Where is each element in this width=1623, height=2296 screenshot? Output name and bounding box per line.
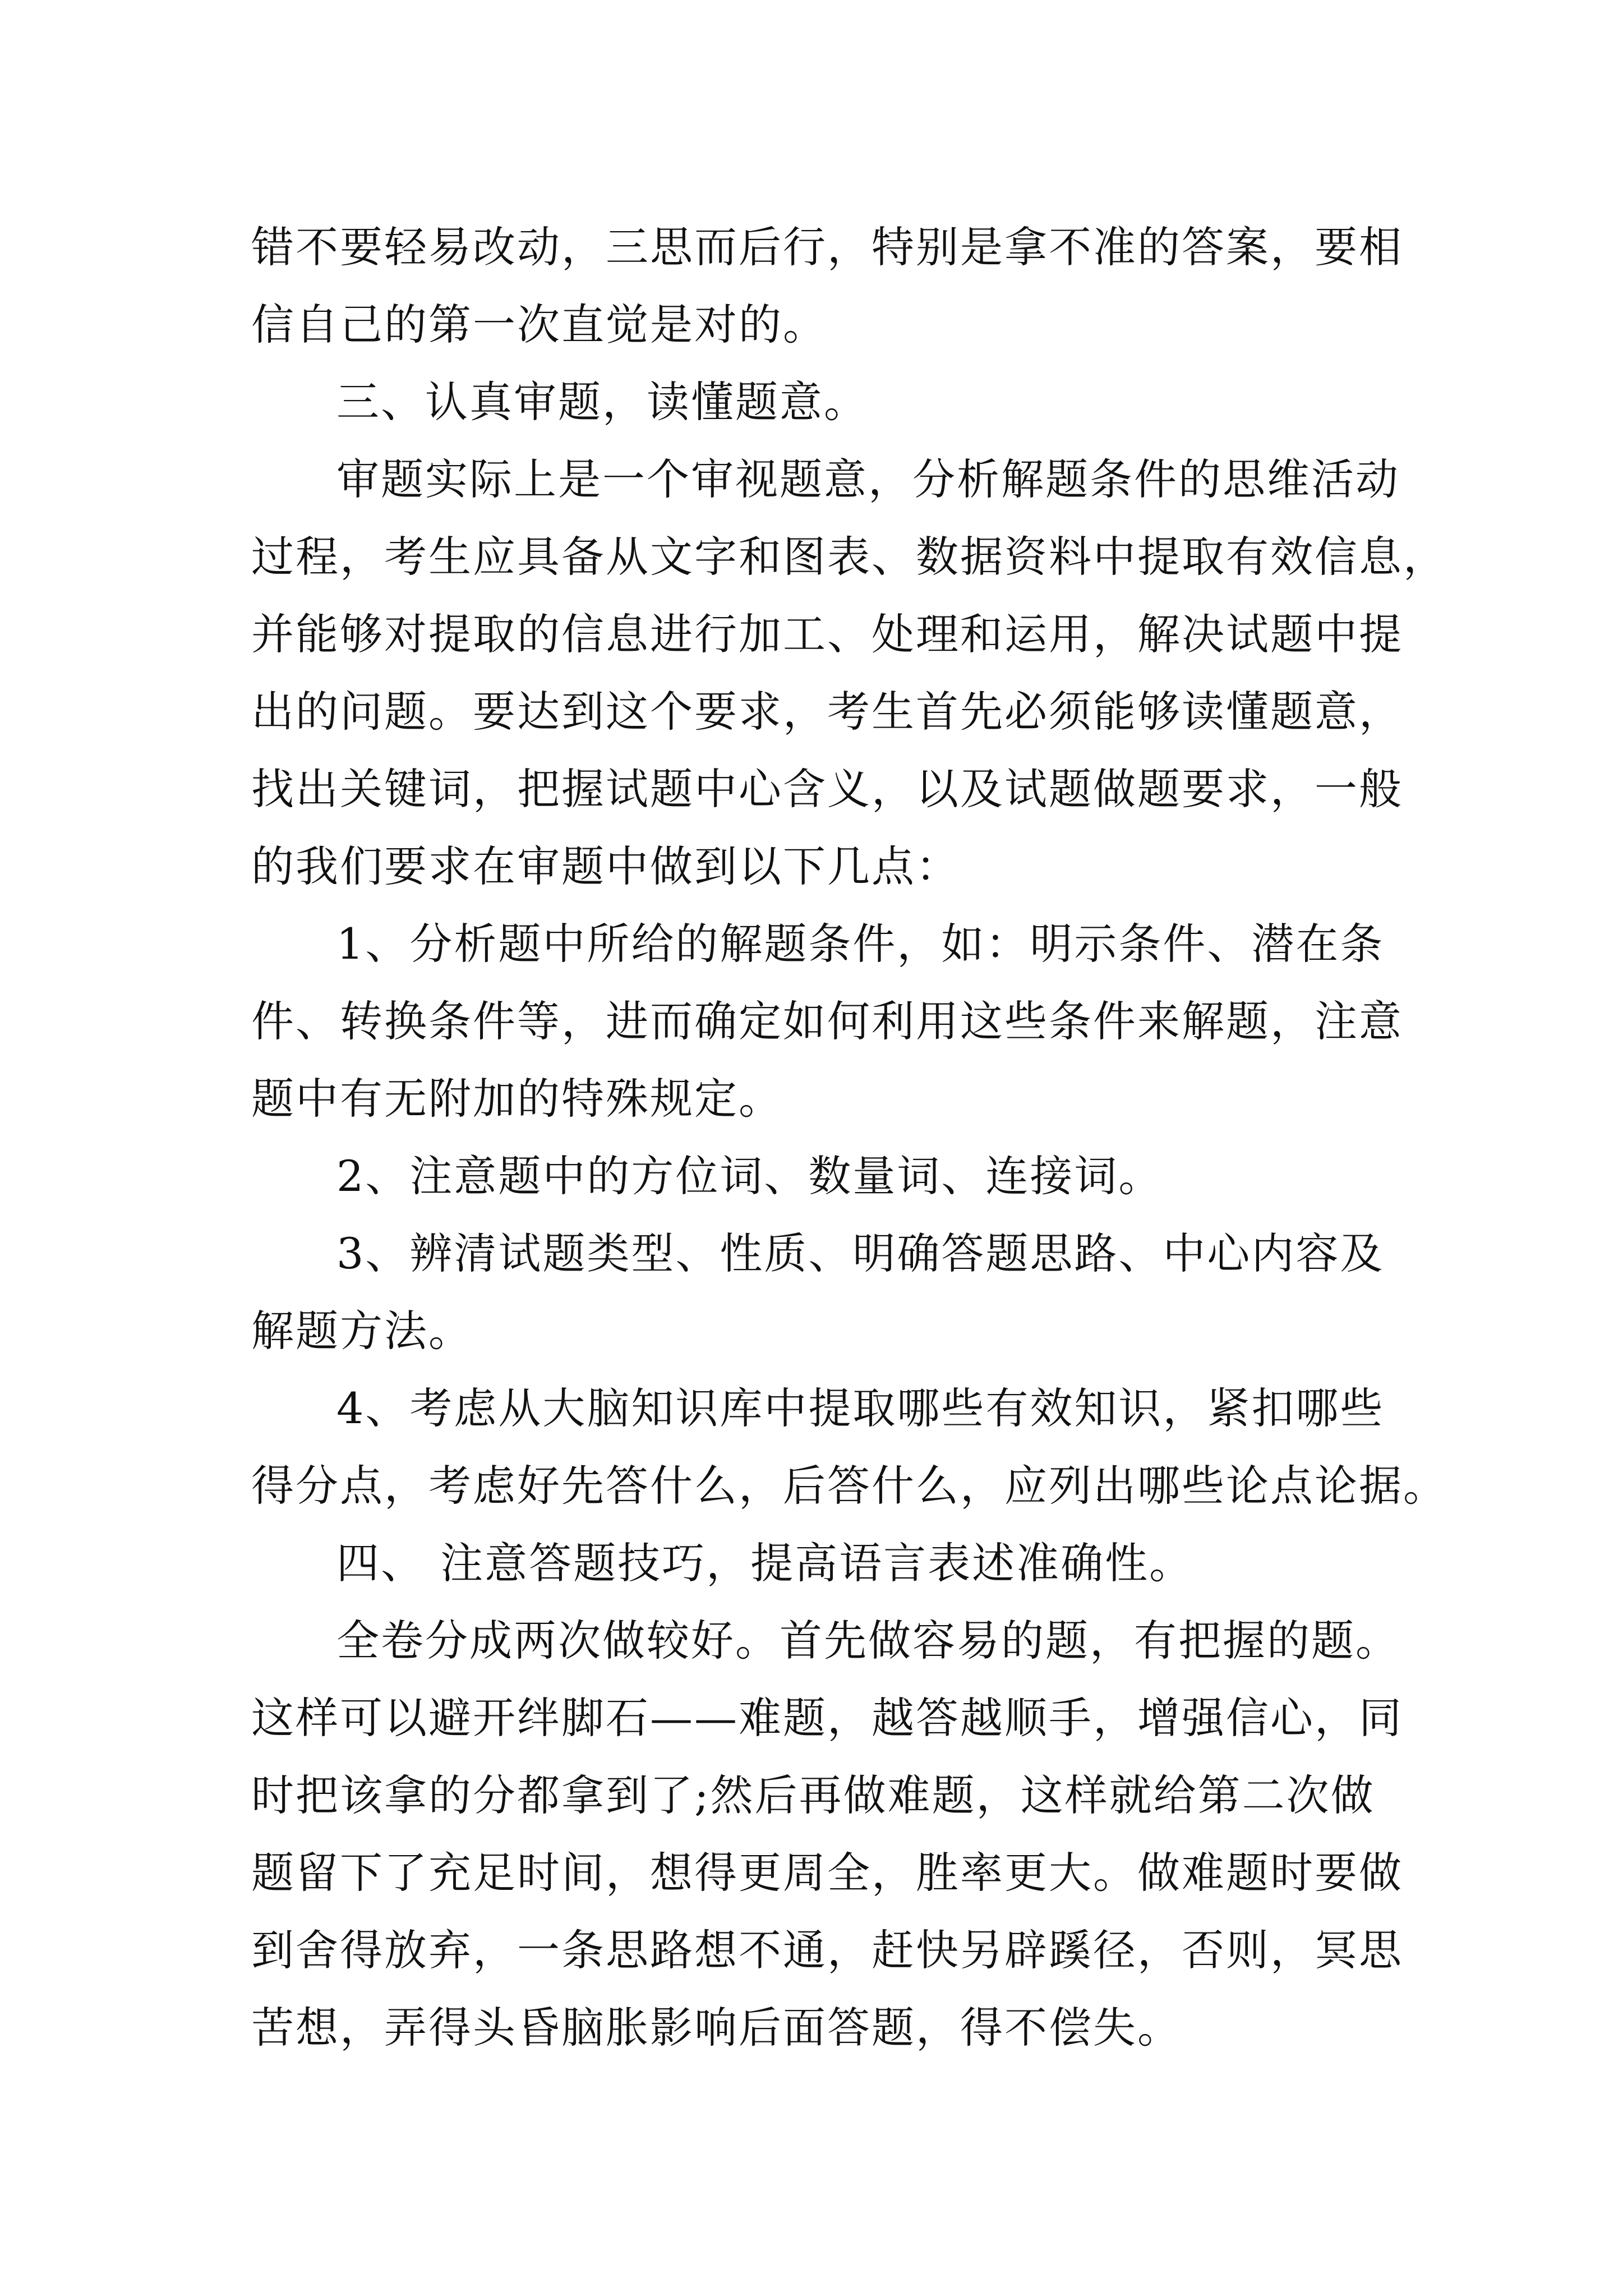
text-line: 出的问题。要达到这个要求，考生首先必须能够读懂题意， bbox=[251, 687, 1403, 737]
text-line: 的我们要求在审题中做到以下几点： bbox=[251, 841, 960, 891]
text-line: 找出关键词，把握试题中心含义，以及试题做题要求，一般 bbox=[251, 764, 1403, 814]
text-line: 件、转换条件等，进而确定如何利用这些条件来解题，注意 bbox=[251, 996, 1403, 1046]
text-line: 1、分析题中所给的解题条件，如：明示条件、潜在条 bbox=[336, 919, 1385, 969]
text-line: 四、 注意答题技巧，提高语言表述准确性。 bbox=[336, 1538, 1194, 1588]
text-line: 全卷分成两次做较好。首先做容易的题，有把握的题。 bbox=[336, 1616, 1400, 1665]
text-line: 信自己的第一次直觉是对的。 bbox=[251, 300, 827, 349]
text-line: 三、认真审题，读懂题意。 bbox=[336, 377, 868, 427]
text-line: 2、注意题中的方位词、数量词、连接词。 bbox=[336, 1151, 1163, 1201]
text-line: 4、考虑从大脑知识库中提取哪些有效知识，紧扣哪些 bbox=[336, 1383, 1385, 1433]
text-line: 到舍得放弃，一条思路想不通，赶快另辟蹊径，否则，冥思 bbox=[251, 1925, 1403, 1975]
text-line: 这样可以避开绊脚石——难题，越答越顺手，增强信心，同 bbox=[251, 1693, 1403, 1743]
text-line: 解题方法。 bbox=[251, 1306, 473, 1356]
text-line: 错不要轻易改动，三思而后行，特别是拿不准的答案，要相 bbox=[251, 222, 1403, 272]
text-line: 过程，考生应具备从文字和图表、数据资料中提取有效信息， bbox=[251, 532, 1447, 582]
text-line: 苦想，弄得头昏脑胀影响后面答题，得不偿失。 bbox=[251, 2003, 1182, 2053]
text-line: 得分点，考虑好先答什么，后答什么，应列出哪些论点论据。 bbox=[251, 1461, 1447, 1511]
text-line: 审题实际上是一个审视题意，分析解题条件的思维活动 bbox=[336, 454, 1400, 504]
text-line: 时把该拿的分都拿到了;然后再做难题，这样就给第二次做 bbox=[251, 1770, 1375, 1820]
text-line: 并能够对提取的信息进行加工、处理和运用，解决试题中提 bbox=[251, 609, 1403, 659]
text-line: 3、辨清试题类型、性质、明确答题思路、中心内容及 bbox=[336, 1228, 1385, 1278]
document-body bbox=[251, 209, 1447, 2067]
text-line: 题中有无附加的特殊规定。 bbox=[251, 1074, 783, 1124]
text-line: 题留下了充足时间，想得更周全，胜率更大。做难题时要做 bbox=[251, 1848, 1403, 1898]
